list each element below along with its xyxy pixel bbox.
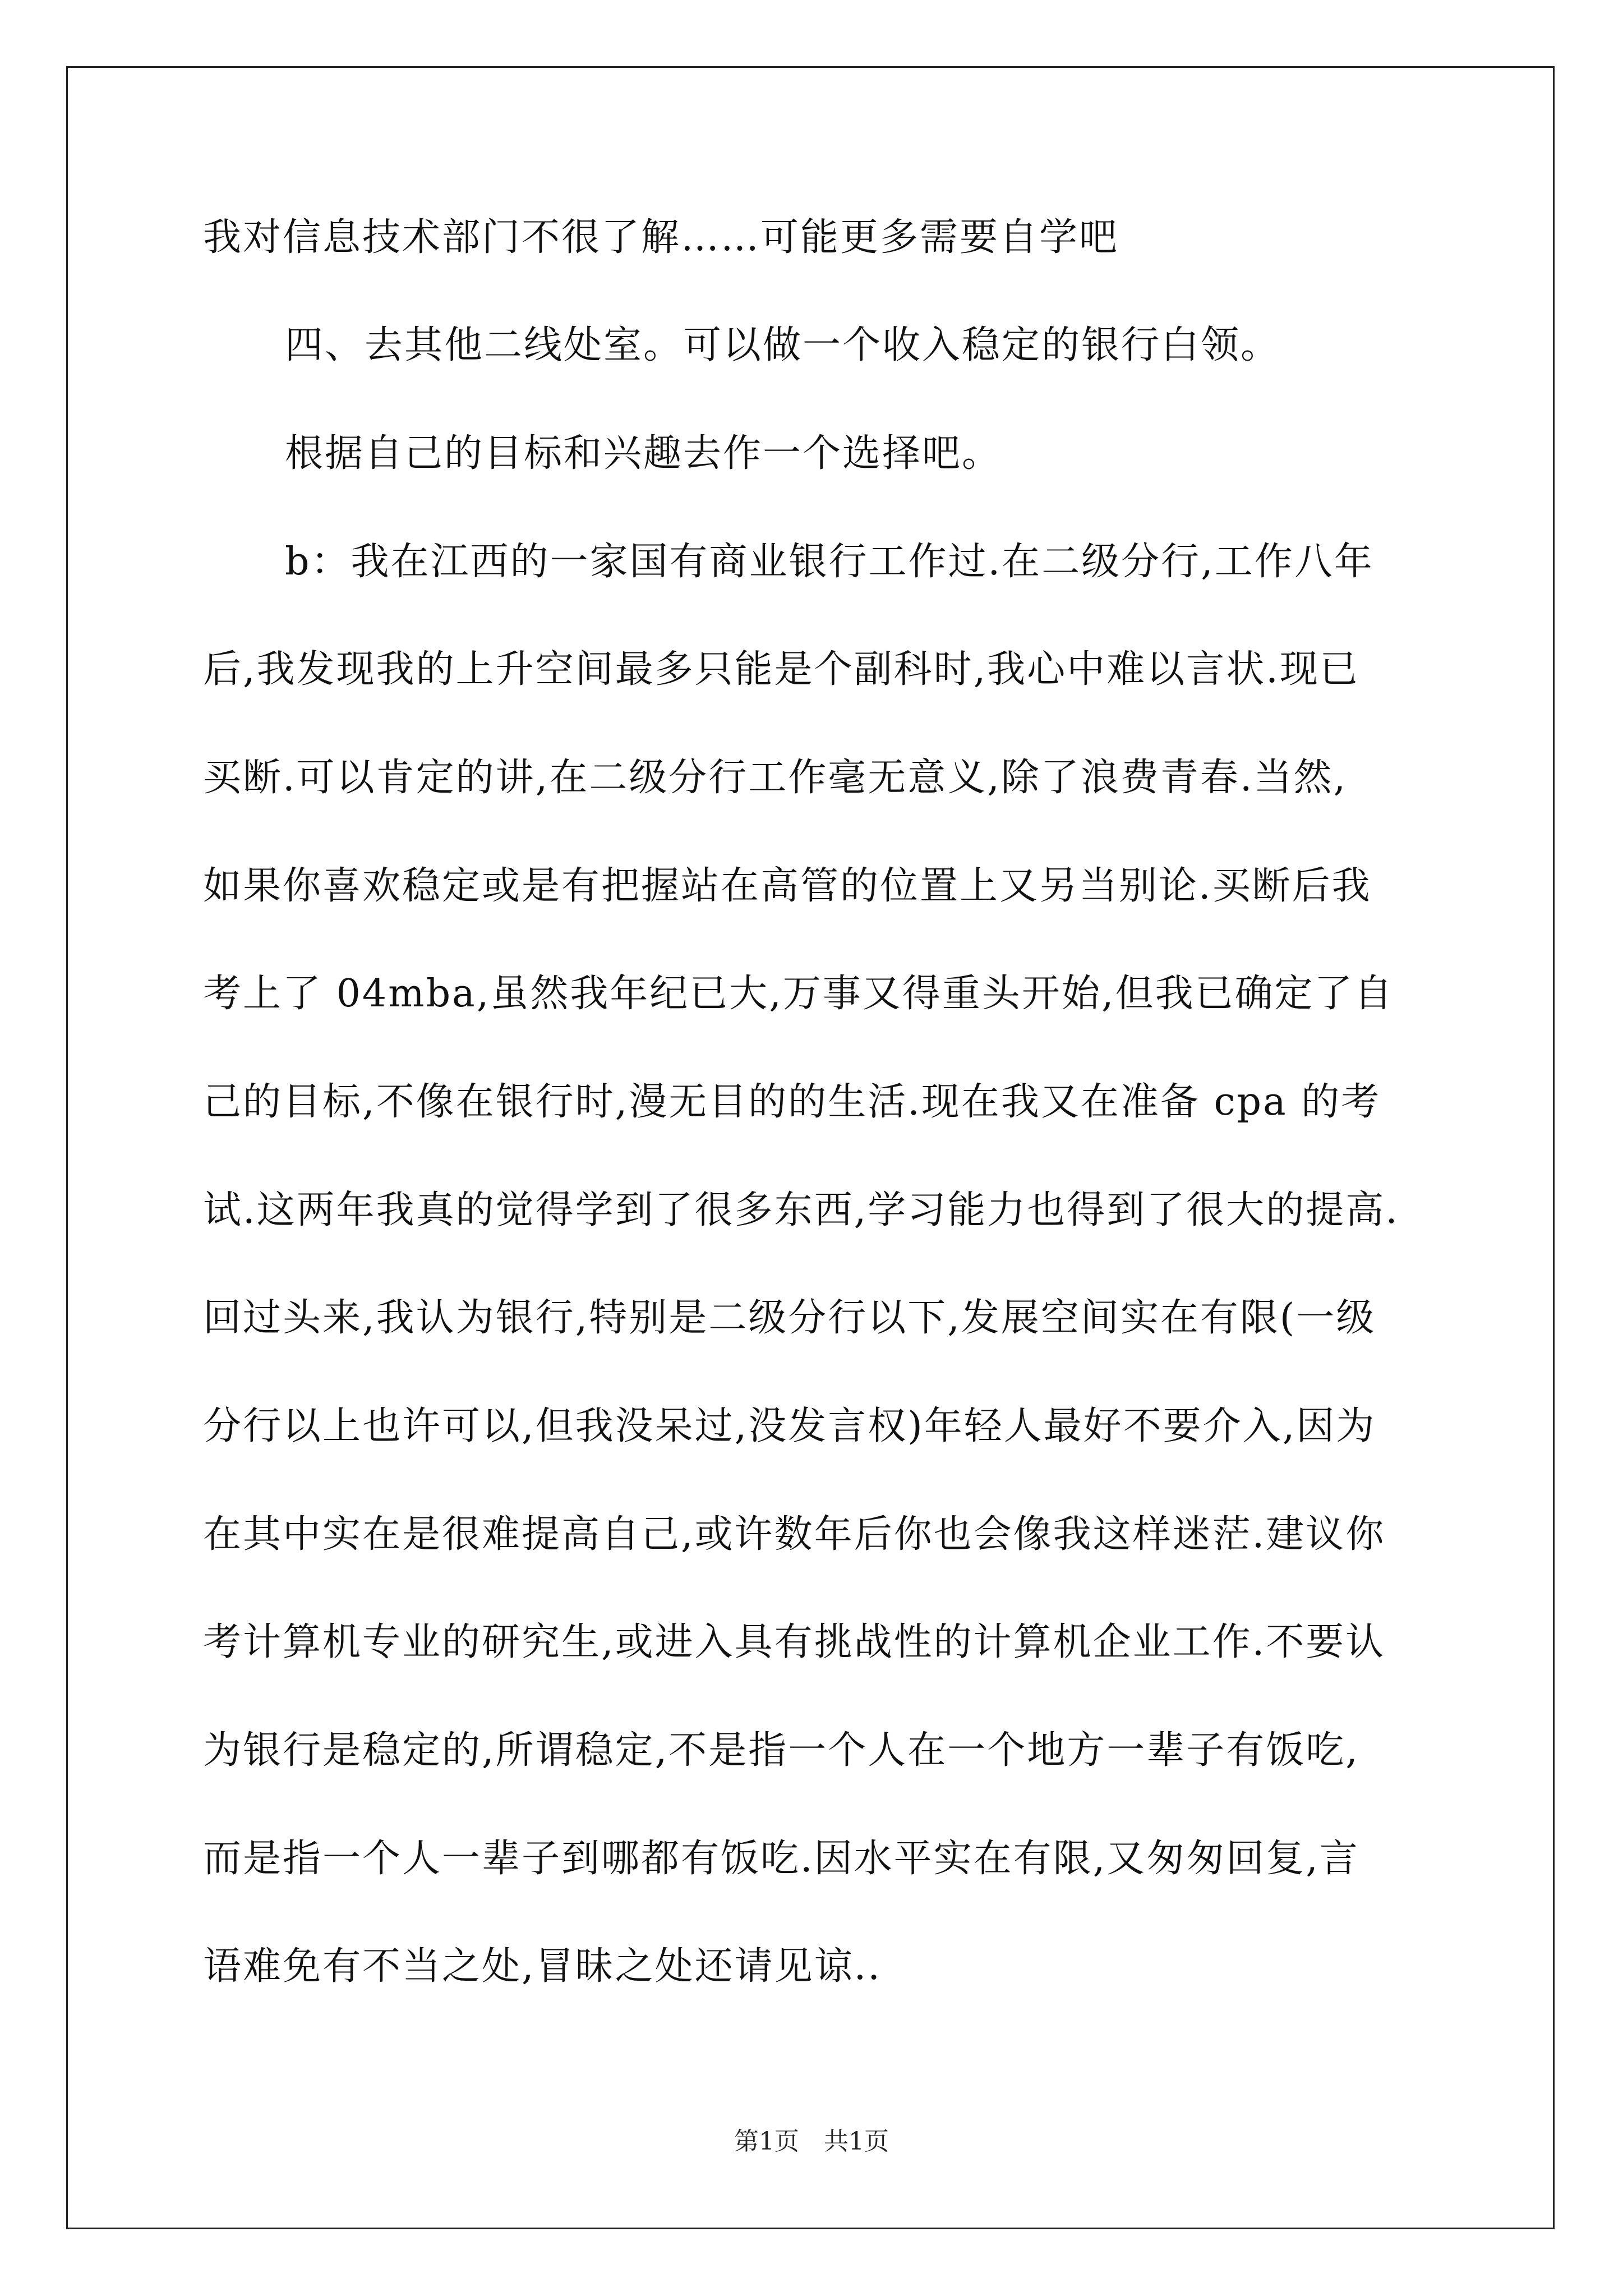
page-footer [0, 2125, 1623, 2159]
page-number: 第1页 [734, 2127, 799, 2156]
text-line: 考计算机专业的研究生,或进入具有挑战性的计算机企业工作.不要认 [203, 1620, 1386, 1664]
page-total: 共1页 [824, 2127, 889, 2156]
text-line: 如果你喜欢稳定或是有把握站在高管的位置上又另当别论.买断后我 [203, 864, 1372, 908]
text-line: 我对信息技术部门不很了解……可能更多需要自学吧 [203, 215, 1119, 260]
text-line: 根据自己的目标和兴趣去作一个选择吧。 [285, 431, 1002, 476]
text-line: 语难免有不当之处,冒昧之处还请见谅.. [203, 1944, 882, 1989]
text-line: 在其中实在是很难提高自己,或许数年后你也会像我这样迷茫.建议你 [203, 1512, 1386, 1557]
text-line: 四、去其他二线处室。可以做一个收入稳定的银行白领。 [285, 323, 1281, 367]
text-line: 买断.可以肯定的讲,在二级分行工作毫无意义,除了浪费青春.当然, [203, 756, 1348, 800]
text-line: 为银行是稳定的,所谓稳定,不是指一个人在一个地方一辈子有饭吃, [203, 1728, 1359, 1773]
text-line: 而是指一个人一辈子到哪都有饭吃.因水平实在有限,又匆匆回复,言 [203, 1837, 1359, 1881]
text-line: 回过头来,我认为银行,特别是二级分行以下,发展空间实在有限(一级 [203, 1296, 1376, 1340]
page-border [66, 66, 1555, 2229]
text-line: 后,我发现我的上升空间最多只能是个副科时,我心中难以言状.现已 [203, 647, 1359, 692]
text-line: 考上了 04mba,虽然我年纪已大,万事又得重头开始,但我已确定了自 [203, 972, 1394, 1016]
text-line: 分行以上也许可以,但我没呆过,没发言权)年轻人最好不要介入,因为 [203, 1404, 1376, 1448]
text-line: 试.这两年我真的觉得学到了很多东西,学习能力也得到了很大的提高. [203, 1188, 1399, 1232]
text-line: 己的目标,不像在银行时,漫无目的的生活.现在我又在准备 cpa 的考 [203, 1080, 1381, 1124]
text-line: b：我在江西的一家国有商业银行工作过.在二级分行,工作八年 [285, 540, 1374, 584]
